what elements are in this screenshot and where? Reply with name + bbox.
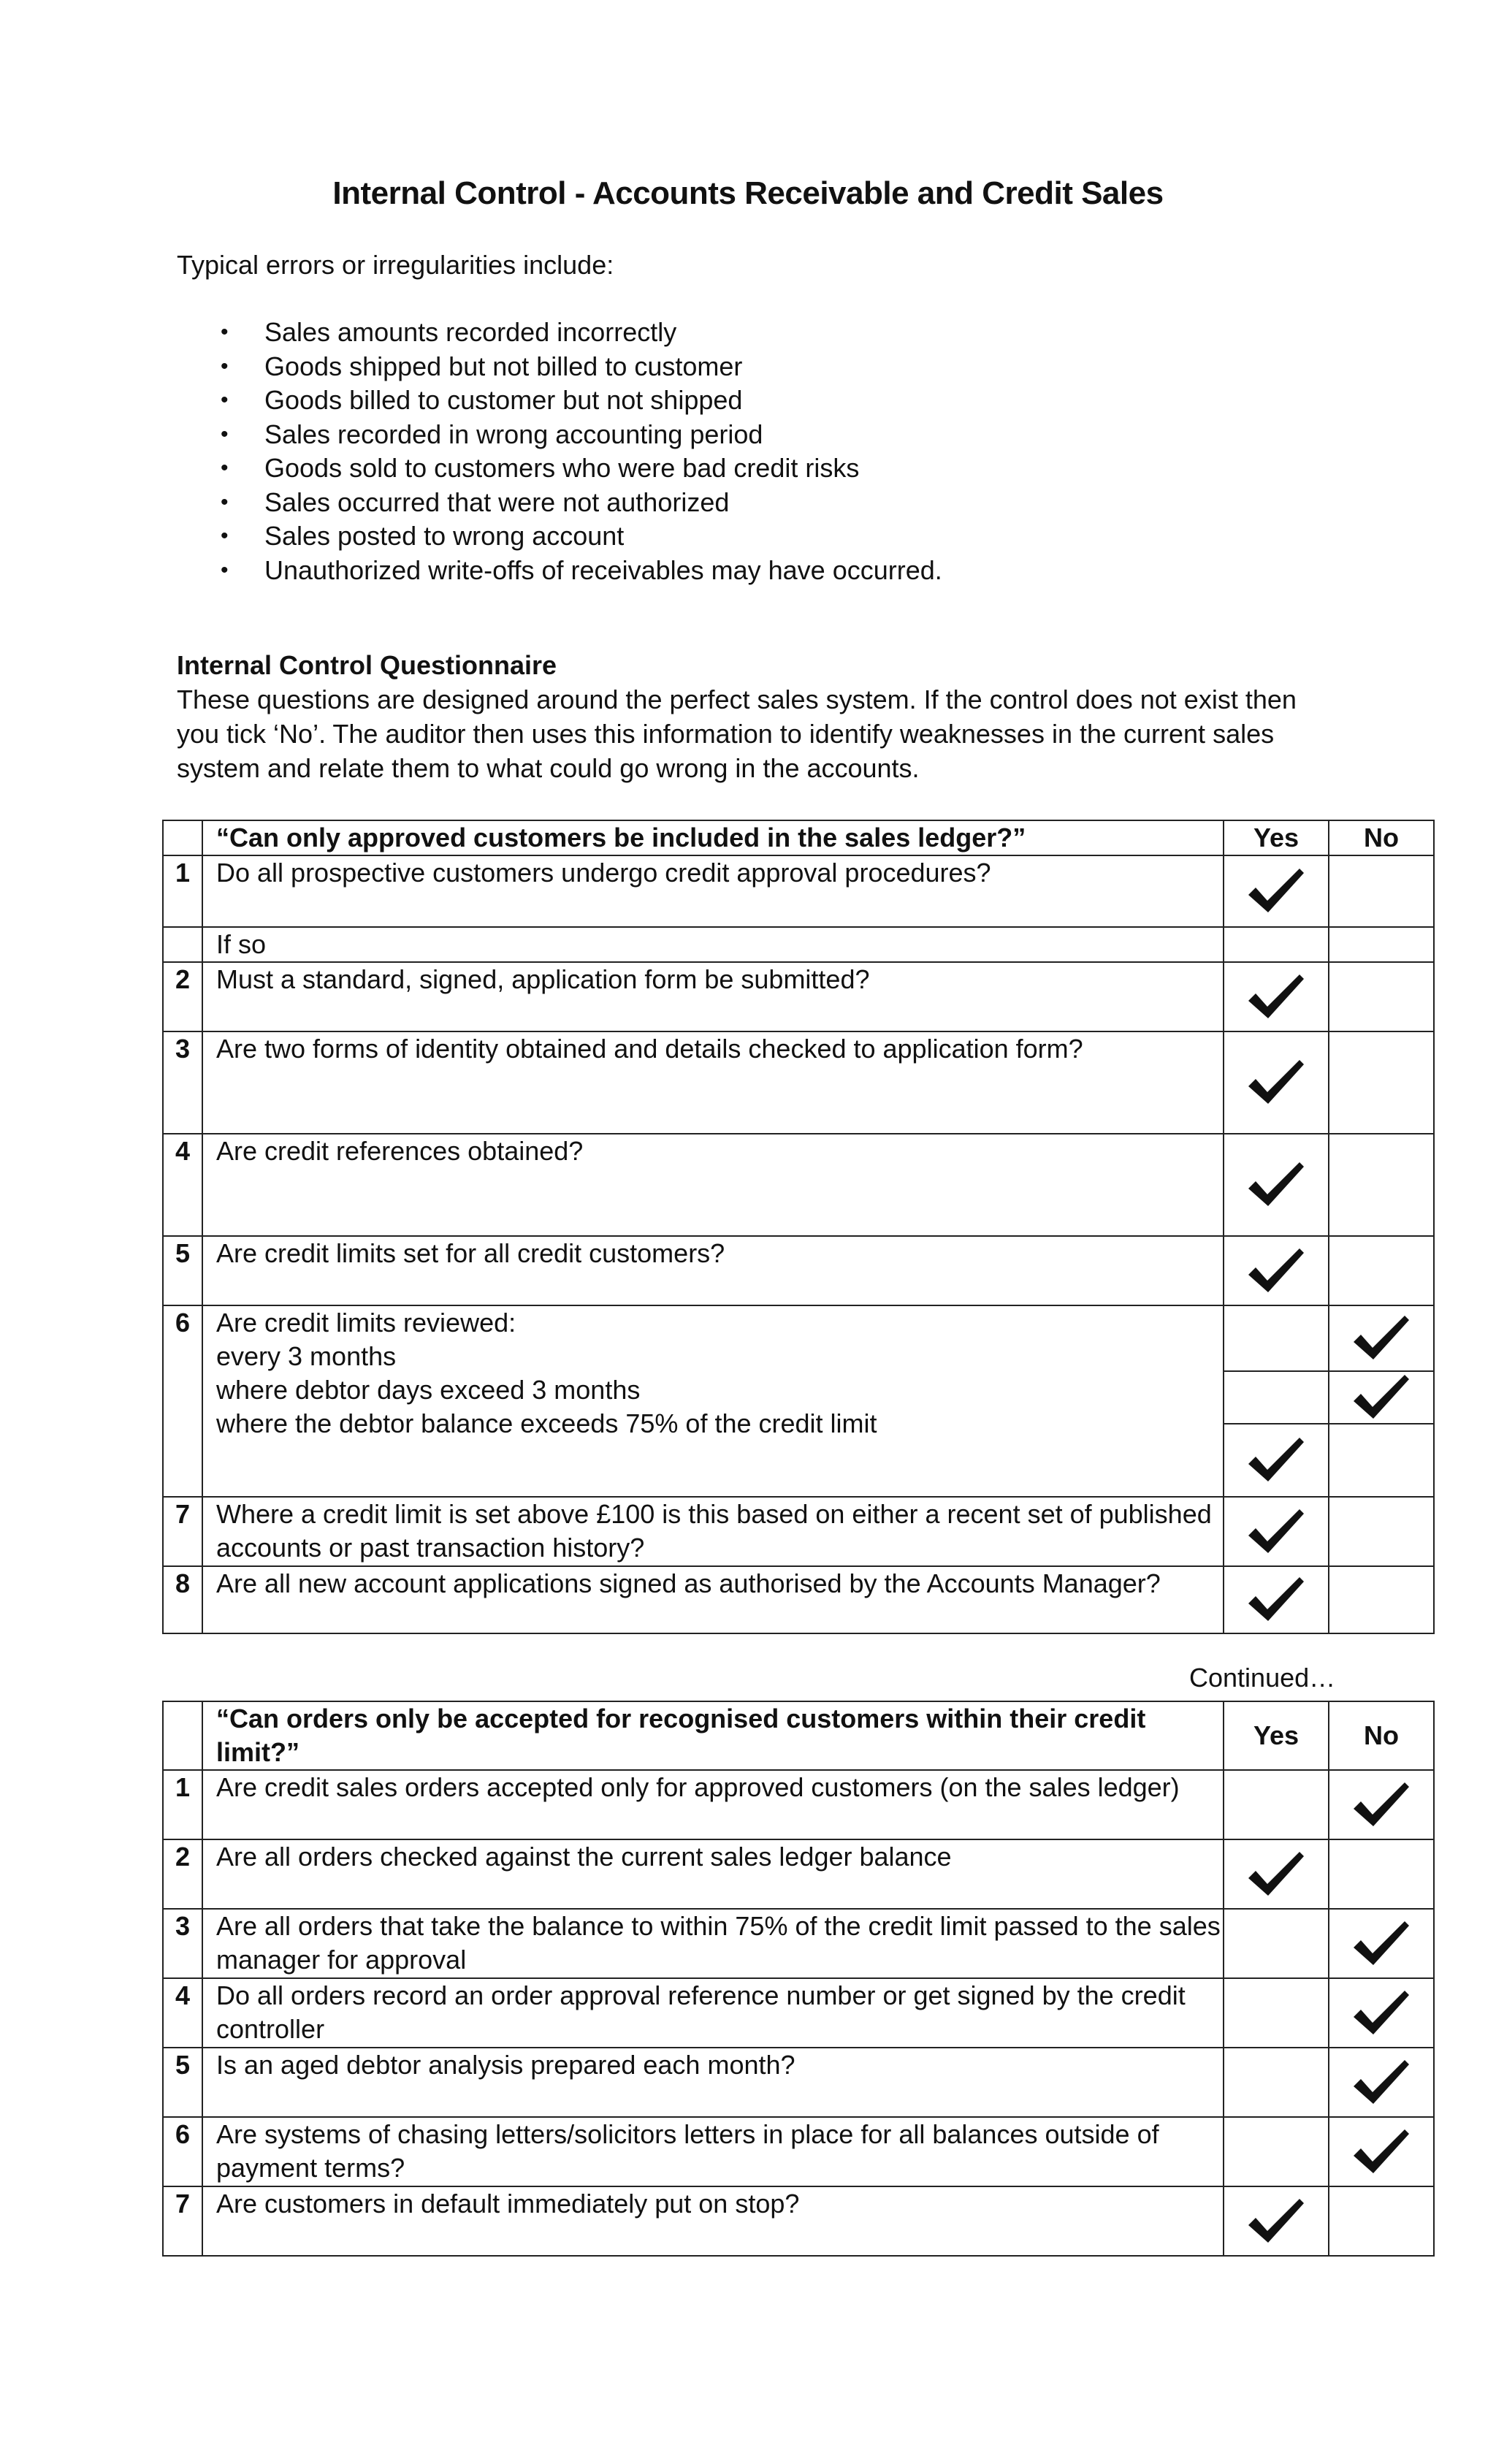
yes-cell [1224,1909,1329,1978]
questionnaire-table-credit-approval [162,820,1435,1634]
yes-cell [1224,2186,1329,2256]
row-number: 5 [163,2048,202,2117]
no-cell [1329,927,1434,962]
page-title: Internal Control - Accounts Receivable and Credit Sales [332,175,1164,211]
checkmark-icon [1245,1246,1307,1297]
row-question: Do all prospective customers undergo credit approval procedures? [202,855,1224,927]
row-question [202,1305,1224,1497]
table-row [163,2186,1434,2256]
yes-cell [1224,927,1329,962]
row-number: 7 [163,2186,202,2256]
checkmark-icon [1245,1574,1307,1625]
checkmark-icon [1351,1313,1412,1364]
table-row [163,1839,1434,1909]
no-cell [1329,2048,1434,2117]
yes-cell [1224,962,1329,1031]
table-row [163,2117,1434,2186]
list-item: • Sales occurred that were not authorized [177,486,942,520]
table-row [163,1031,1434,1134]
row-question: Where a credit limit is set above £100 is this based on either a recent set of published accounts or past transaction history? [202,1497,1224,1566]
yes-cell [1224,1134,1329,1236]
row-number [163,927,202,962]
sub-item: every 3 months [216,1341,397,1371]
list-item: • Sales posted to wrong account [177,519,942,554]
no-cell [1329,1371,1434,1424]
no-cell [1329,1566,1434,1633]
checkmark-icon [1351,1372,1412,1423]
no-cell [1329,2186,1434,2256]
questionnaire-description: These questions are designed around the perfect sales system. If the control does not exist then you tick ‘No’. The auditor then uses this information to identify weaknesses in the current sales system and relate them to what could go wrong in the accounts. [177,684,1297,783]
checkmark-icon [1245,2196,1307,2247]
no-cell [1329,1305,1434,1371]
no-cell [1329,1031,1434,1134]
yes-cell [1224,1566,1329,1633]
header-number-cell [163,820,202,855]
row-number: 5 [163,1236,202,1305]
checkmark-icon [1351,1780,1412,1831]
checkmark-icon [1245,972,1307,1023]
no-cell [1329,1770,1434,1839]
list-item: • Goods billed to customer but not shipped [177,384,942,418]
row-number: 3 [163,1909,202,1978]
yes-cell [1224,2048,1329,2117]
table-row [163,1236,1434,1305]
no-cell [1329,855,1434,927]
list-item: • Goods sold to customers who were bad credit risks [177,451,942,486]
header-question: “Can only approved customers be included in the sales ledger?” [202,820,1224,855]
table-row [163,1566,1434,1633]
table-row [163,2048,1434,2117]
no-cell [1329,1424,1434,1497]
no-cell [1329,1978,1434,2048]
checkmark-icon [1245,1849,1307,1900]
table-header-row [163,1701,1434,1770]
checkmark-icon [1245,866,1307,917]
yes-cell [1224,1031,1329,1134]
questionnaire-heading: Internal Control Questionnaire [177,650,557,680]
yes-cell [1224,855,1329,927]
row-question: Do all orders record an order approval reference number or get signed by the credit controller [202,1978,1224,2048]
header-number-cell [163,1701,202,1770]
list-item: • Sales recorded in wrong accounting period [177,418,942,452]
row-number: 2 [163,1839,202,1909]
header-yes: Yes [1224,820,1329,855]
no-cell [1329,1909,1434,1978]
table-row [163,1134,1434,1236]
row-question: Are all new account applications signed as authorised by the Accounts Manager? [202,1566,1224,1633]
yes-cell [1224,1236,1329,1305]
checkmark-icon [1245,1506,1307,1557]
sub-item: where debtor days exceed 3 months [216,1375,641,1405]
row-number: 7 [163,1497,202,1566]
table-row [163,855,1434,927]
header-no: No [1329,1701,1434,1770]
list-item: • Unauthorized write-offs of receivables may have occurred. [177,554,942,588]
row-question: Are credit limits set for all credit customers? [202,1236,1224,1305]
row-question: Are all orders that take the balance to within 75% of the credit limit passed to the sales manager for approval [202,1909,1224,1978]
row-question: Are systems of chasing letters/solicitors letters in place for all balances outside of payment terms? [202,2117,1224,2186]
yes-cell [1224,1497,1329,1566]
table-row [163,1305,1434,1371]
row-number: 1 [163,855,202,927]
row-question-text: Are credit limits reviewed: [216,1308,516,1338]
list-item: • Sales amounts recorded incorrectly [177,316,942,350]
no-cell [1329,2117,1434,2186]
checkmark-icon [1351,1988,1412,2039]
table-header-row [163,820,1434,855]
intro-text: Typical errors or irregularities include: [177,250,614,280]
table-row [163,962,1434,1031]
continued-note: Continued… [1189,1663,1336,1693]
sub-item: where the debtor balance exceeds 75% of the credit limit [216,1408,877,1438]
row-number: 4 [163,1134,202,1236]
header-question: “Can orders only be accepted for recognised customers within their credit limit?” [202,1701,1224,1770]
table-row [163,1497,1434,1566]
table-row [163,1770,1434,1839]
row-question: Are credit sales orders accepted only for approved customers (on the sales ledger) [202,1770,1224,1839]
yes-cell [1224,1839,1329,1909]
no-cell [1329,1134,1434,1236]
errors-list [177,316,942,587]
questionnaire-table-order-acceptance [162,1701,1435,2257]
row-question: Are all orders checked against the current sales ledger balance [202,1839,1224,1909]
table-row [163,927,1434,962]
row-question: Is an aged debtor analysis prepared each month? [202,2048,1224,2117]
row-number: 2 [163,962,202,1031]
table-row [163,1978,1434,2048]
no-cell [1329,962,1434,1031]
yes-cell [1224,1371,1329,1424]
row-question: Are customers in default immediately put on stop? [202,2186,1224,2256]
row-number: 8 [163,1566,202,1633]
header-yes: Yes [1224,1701,1329,1770]
table-row [163,1909,1434,1978]
row-number: 6 [163,2117,202,2186]
checkmark-icon [1351,1918,1412,1969]
row-question: Must a standard, signed, application form be submitted? [202,962,1224,1031]
checkmark-icon [1351,2127,1412,2178]
row-number: 3 [163,1031,202,1134]
row-number: 6 [163,1305,202,1497]
yes-cell [1224,1770,1329,1839]
yes-cell [1224,2117,1329,2186]
checkmark-icon [1351,2057,1412,2108]
checkmark-icon [1245,1159,1307,1210]
row-question: Are credit references obtained? [202,1134,1224,1236]
yes-cell [1224,1978,1329,2048]
list-item: • Goods shipped but not billed to customer [177,350,942,384]
yes-cell [1224,1305,1329,1371]
no-cell [1329,1236,1434,1305]
row-question: If so [202,927,1224,962]
row-question: Are two forms of identity obtained and details checked to application form? [202,1031,1224,1134]
checkmark-icon [1245,1057,1307,1108]
checkmark-icon [1245,1435,1307,1486]
no-cell [1329,1497,1434,1566]
header-no: No [1329,820,1434,855]
no-cell [1329,1839,1434,1909]
yes-cell [1224,1424,1329,1497]
row-number: 1 [163,1770,202,1839]
row-number: 4 [163,1978,202,2048]
